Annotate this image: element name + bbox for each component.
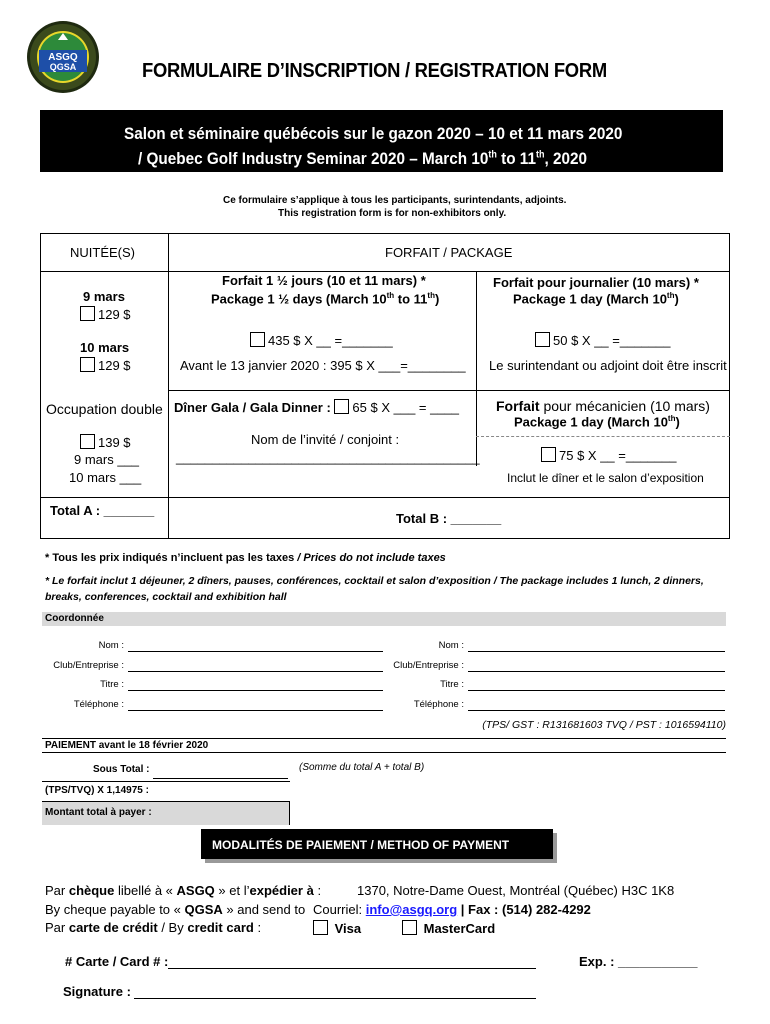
credit-card-line: Par carte de crédit / By credit card : bbox=[45, 920, 262, 935]
exp-field[interactable]: Exp. : ___________ bbox=[579, 954, 698, 969]
left-club-label: Club/Entreprise : bbox=[53, 660, 124, 671]
cheque-fr: Par chèque libellé à « ASGQ » et l’expédier à : bbox=[45, 883, 322, 898]
gala-option[interactable]: Dîner Gala / Gala Dinner : 65 $ X ___ = ____ bbox=[174, 400, 460, 415]
package-note-line2: breaks, conferences, cocktail and exhibition hall bbox=[45, 591, 287, 603]
signature-field[interactable] bbox=[134, 998, 536, 999]
visa-checkbox[interactable] bbox=[313, 920, 328, 935]
mech-checkbox[interactable] bbox=[541, 447, 556, 462]
pkg2-checkbox[interactable] bbox=[535, 332, 550, 347]
tax-numbers: (TPS/ GST : R131681603 TVQ / PST : 1016594110) bbox=[482, 719, 726, 731]
intro-line1: Ce formulaire s’applique à tous les participants, surintendants, adjoints. bbox=[223, 195, 567, 206]
left-phone-label: Téléphone : bbox=[73, 699, 124, 710]
mech-price[interactable]: 75 $ X __ =_______ bbox=[541, 447, 676, 463]
double-10-mars[interactable]: 10 mars ___ bbox=[69, 470, 142, 485]
logo-top-text: ASGQ bbox=[48, 52, 78, 63]
logo-bottom-text: QGSA bbox=[49, 62, 77, 72]
guest-label: Nom de l’invité / conjoint : bbox=[251, 432, 400, 447]
pkg1-price[interactable]: 435 $ X __ =_______ bbox=[250, 332, 393, 348]
pkg1-title-en: Package 1 ½ days (March 10th to 11th) bbox=[211, 291, 440, 307]
intro-line2: This registration form is for non-exhibitors only. bbox=[278, 208, 507, 219]
signature-label: Signature : bbox=[63, 984, 131, 999]
subtotal-field[interactable] bbox=[153, 778, 288, 779]
double-option[interactable]: 139 $ bbox=[80, 434, 131, 450]
pkg2-note: Le surintendant ou adjoint doit être inscrit bbox=[489, 358, 727, 373]
tax-factor-label: (TPS/TVQ) X 1,14975 : bbox=[45, 785, 149, 796]
pkg1-checkbox[interactable] bbox=[250, 332, 265, 347]
pkg1-title-fr: Forfait 1 ½ jours (10 et 11 mars) * bbox=[222, 273, 426, 288]
night1-label: 9 mars bbox=[83, 289, 125, 304]
gala-checkbox[interactable] bbox=[334, 399, 349, 414]
night1-option[interactable]: 129 $ bbox=[80, 306, 131, 322]
pkg2-title-fr: Forfait pour journalier (10 mars) * bbox=[493, 275, 699, 290]
payment-method-header: MODALITÉS DE PAIEMENT / METHOD OF PAYMENT bbox=[212, 838, 510, 852]
subtotal-label: Sous Total : bbox=[93, 764, 150, 775]
double-checkbox[interactable] bbox=[80, 434, 95, 449]
right-title-label: Titre : bbox=[440, 679, 464, 690]
asgq-logo bbox=[26, 20, 100, 94]
right-phone-label: Téléphone : bbox=[413, 699, 464, 710]
right-title-field[interactable] bbox=[468, 690, 725, 691]
left-club-field[interactable] bbox=[128, 671, 383, 672]
left-name-label: Nom : bbox=[98, 640, 124, 651]
coordonnees-header-bar bbox=[42, 612, 726, 626]
email-link[interactable]: info@asgq.org bbox=[365, 902, 458, 917]
mech-note: Inclut le dîner et le salon d’exposition bbox=[507, 471, 704, 485]
mastercard-option[interactable]: MasterCard bbox=[402, 920, 495, 936]
taxes-note: * Tous les prix indiqués n’incluent pas les taxes / Prices do not include taxes bbox=[45, 552, 446, 564]
occupation-label: Occupation double bbox=[46, 401, 163, 417]
night2-option[interactable]: 129 $ bbox=[80, 357, 131, 373]
col-header-nuitees: NUITÉE(S) bbox=[70, 245, 135, 260]
total-a[interactable]: Total A : _______ bbox=[50, 503, 155, 518]
coordonnees-header: Coordonnée bbox=[45, 613, 104, 624]
card-number-label: # Carte / Card # : bbox=[65, 954, 169, 969]
cheque-en: By cheque payable to « QGSA » and send to bbox=[45, 902, 306, 917]
right-phone-field[interactable] bbox=[468, 710, 725, 711]
right-name-field[interactable] bbox=[468, 651, 725, 652]
night2-checkbox[interactable] bbox=[80, 357, 95, 372]
left-name-field[interactable] bbox=[128, 651, 383, 652]
pkg1-early-price[interactable]: Avant le 13 janvier 2020 : 395 $ X ___=________ bbox=[180, 358, 466, 373]
left-title-field[interactable] bbox=[128, 690, 383, 691]
page-title: FORMULAIRE D’INSCRIPTION / REGISTRATION FORM bbox=[142, 60, 607, 82]
banner-line2: / Quebec Golf Industry Seminar 2020 – March 10th to 11th, 2020 bbox=[138, 149, 588, 168]
right-name-label: Nom : bbox=[438, 640, 464, 651]
night2-label: 10 mars bbox=[80, 340, 130, 355]
contact-line: Courriel: info@asgq.org | Fax : (514) 282-4292 bbox=[313, 902, 591, 917]
package-note-line1: * Le forfait inclut 1 déjeuner, 2 dîners, pauses, conférences, cocktail et salon d’exposition / The package includes 1 lunch, 2 dinners, bbox=[45, 575, 704, 587]
pkg2-price[interactable]: 50 $ X __ =_______ bbox=[535, 332, 670, 348]
double-9-mars[interactable]: 9 mars ___ bbox=[74, 452, 140, 467]
mech-title-fr: Forfait pour mécanicien (10 mars) bbox=[496, 398, 710, 414]
total-payable-label: Montant total à payer : bbox=[45, 807, 152, 818]
paiement-header: PAIEMENT avant le 18 février 2020 bbox=[45, 740, 209, 751]
visa-option[interactable]: Visa bbox=[313, 920, 361, 936]
mastercard-checkbox[interactable] bbox=[402, 920, 417, 935]
banner-line1: Salon et séminaire québécois sur le gazon 2020 – 10 et 11 mars 2020 bbox=[124, 124, 623, 143]
col-header-forfait: FORFAIT / PACKAGE bbox=[385, 245, 513, 260]
right-club-field[interactable] bbox=[468, 671, 725, 672]
guest-name-field[interactable]: __________________________________________ bbox=[176, 450, 480, 465]
subtotal-note: (Somme du total A + total B) bbox=[299, 762, 425, 773]
mech-title-en: Package 1 day (March 10th) bbox=[514, 414, 680, 430]
right-club-label: Club/Entreprise : bbox=[393, 660, 464, 671]
left-title-label: Titre : bbox=[100, 679, 124, 690]
mailing-address: 1370, Notre-Dame Ouest, Montréal (Québec) H3C 1K8 bbox=[357, 883, 675, 898]
total-b[interactable]: Total B : _______ bbox=[396, 511, 502, 526]
night1-checkbox[interactable] bbox=[80, 306, 95, 321]
pkg2-title-en: Package 1 day (March 10th) bbox=[513, 291, 679, 307]
left-phone-field[interactable] bbox=[128, 710, 383, 711]
card-number-field[interactable] bbox=[168, 968, 536, 969]
